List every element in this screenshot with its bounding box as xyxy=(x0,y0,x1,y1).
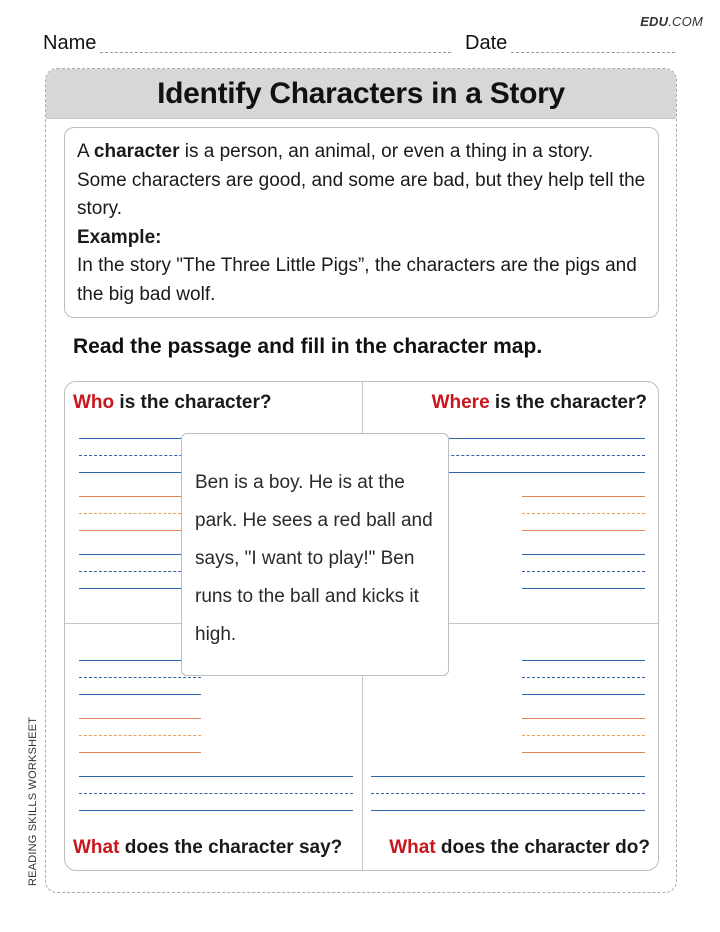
name-line[interactable] xyxy=(100,52,451,53)
name-label: Name xyxy=(43,32,97,54)
name-date-row xyxy=(43,32,677,56)
definition-intro-a: A xyxy=(77,141,94,162)
writing-line[interactable] xyxy=(79,752,201,753)
example-label: Example: xyxy=(77,226,162,248)
writing-line-guide xyxy=(522,513,645,514)
question-do-key: What xyxy=(389,837,436,858)
writing-line-guide xyxy=(522,735,645,736)
question-say-key: What xyxy=(73,837,120,858)
writing-line[interactable] xyxy=(522,554,645,555)
writing-line[interactable] xyxy=(79,776,353,777)
writing-line-guide xyxy=(522,571,645,572)
definition-intro-b: is a person, an animal, or even a thing in a story. Some characters are good, and some are bad, but they help tell the story. xyxy=(77,141,646,219)
question-say xyxy=(73,837,342,859)
writing-line[interactable] xyxy=(522,694,645,695)
question-do-rest: does the character do? xyxy=(435,837,650,858)
writing-line[interactable] xyxy=(79,718,201,719)
definition-term: character xyxy=(93,141,180,162)
writing-line[interactable] xyxy=(371,810,645,811)
writing-line-guide xyxy=(79,677,201,678)
writing-line[interactable] xyxy=(522,588,645,589)
side-label: READING SKILLS WORKSHEET xyxy=(27,716,39,886)
writing-line[interactable] xyxy=(79,810,353,811)
definition-text xyxy=(77,138,646,224)
page-title: Identify Characters in a Story xyxy=(157,76,565,110)
question-where-rest: is the character? xyxy=(489,392,647,413)
writing-line[interactable] xyxy=(371,776,645,777)
instruction: Read the passage and fill in the character map. xyxy=(73,335,543,358)
passage-text: Ben is a boy. He is at the park. He sees a red ball and says, "I want to play!" Ben runs to the ball and kicks it high. xyxy=(195,472,433,645)
writing-line[interactable] xyxy=(522,530,645,531)
date-line[interactable] xyxy=(511,52,675,53)
question-who-key: Who xyxy=(73,392,115,413)
writing-line[interactable] xyxy=(522,752,645,753)
question-who xyxy=(73,392,272,414)
example-text: In the story "The Three Little Pigs”, the characters are the pigs and the big bad wolf. xyxy=(77,255,637,305)
writing-line[interactable] xyxy=(522,718,645,719)
logo-suffix: .COM xyxy=(668,14,703,29)
writing-line[interactable] xyxy=(522,660,645,661)
passage-box xyxy=(181,433,449,676)
edu-logo xyxy=(640,14,703,29)
date-label: Date xyxy=(465,32,508,54)
writing-line-guide xyxy=(522,677,645,678)
question-where-key: Where xyxy=(431,392,490,413)
writing-line-guide xyxy=(79,793,353,794)
definition-box xyxy=(64,127,659,318)
question-say-rest: does the character say? xyxy=(119,837,343,858)
title-bar xyxy=(46,69,676,119)
writing-line-guide xyxy=(79,735,201,736)
question-do xyxy=(389,837,650,859)
logo-brand: EDU xyxy=(640,14,669,29)
question-where xyxy=(432,392,647,414)
question-who-rest: is the character? xyxy=(114,392,272,413)
writing-line[interactable] xyxy=(79,694,201,695)
writing-line-guide xyxy=(371,793,645,794)
writing-line[interactable] xyxy=(522,496,645,497)
